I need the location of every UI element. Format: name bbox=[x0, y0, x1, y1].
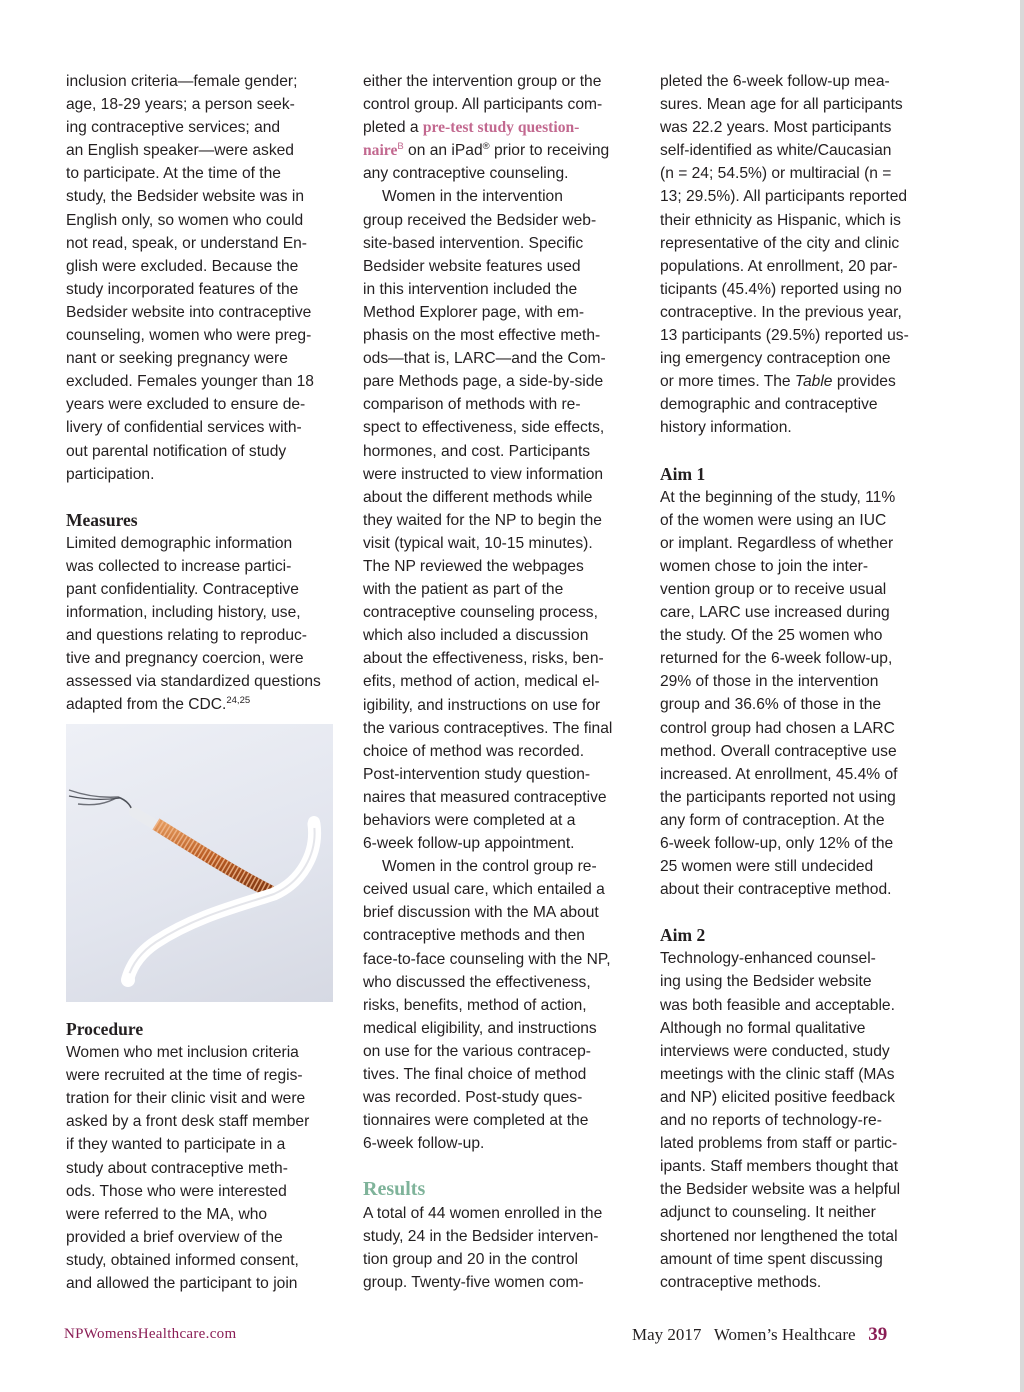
measures-heading: Measures bbox=[66, 509, 138, 530]
text-line: if they wanted to participate in a bbox=[66, 1136, 286, 1154]
text-line: women chose to join the inter- bbox=[660, 557, 869, 575]
text-line: study, 24 in the Bedsider interven- bbox=[363, 1227, 599, 1245]
text-line bbox=[660, 370, 932, 393]
text-line: the various contraceptives. The final bbox=[363, 719, 613, 737]
text-line: group. Twenty-five women com- bbox=[363, 1273, 584, 1291]
page-edge bbox=[1020, 0, 1024, 1392]
text-line: medical eligibility, and instructions bbox=[363, 1019, 597, 1037]
text-line: tion group and 20 in the control bbox=[363, 1250, 579, 1268]
text-line: Post-intervention study question- bbox=[363, 765, 591, 783]
text-line: about the different methods while bbox=[363, 488, 593, 506]
text-line: 6-week follow-up. bbox=[363, 1135, 485, 1153]
paragraph-intervention bbox=[363, 185, 635, 855]
text-line: of the women were using an IUC bbox=[660, 511, 887, 529]
text-line: provided a brief overview of the bbox=[66, 1228, 283, 1246]
text-line bbox=[363, 116, 635, 139]
text-span: or more times. The bbox=[660, 373, 795, 391]
text-line: the participants reported not using bbox=[660, 788, 896, 806]
text-line: about their contraceptive method. bbox=[660, 881, 892, 899]
text-line: asked by a front desk staff member bbox=[66, 1113, 310, 1131]
text-column-2 bbox=[363, 70, 635, 1294]
text-line: counseling, women who were preg- bbox=[66, 327, 312, 345]
text-line: lated problems from staff or partic- bbox=[660, 1135, 898, 1153]
text-line: assessed via standardized questions bbox=[66, 673, 321, 691]
text-line: information, including history, use, bbox=[66, 604, 301, 622]
pretest-questionnaire-link[interactable]: pre-test study question- bbox=[422, 119, 580, 137]
text-line: comparison of methods with re- bbox=[363, 396, 581, 414]
text-line: was 22.2 years. Most participants bbox=[660, 119, 892, 137]
footer-journal: Women’s Healthcare bbox=[713, 1325, 856, 1344]
text-line: English only, so women who could bbox=[66, 211, 304, 229]
paragraph-procedure bbox=[66, 1041, 338, 1295]
paragraph-aim1 bbox=[660, 486, 932, 902]
text-line: Bedsider website features used bbox=[363, 257, 581, 275]
text-line: contraceptive. In the previous year, bbox=[660, 303, 902, 321]
text-line: on use for the various contracep- bbox=[363, 1042, 591, 1060]
text-line: ing contraceptive services; and bbox=[66, 119, 281, 137]
text-line: their ethnicity as Hispanic, which is bbox=[660, 211, 901, 229]
results-heading: Results bbox=[363, 1178, 426, 1201]
text-line: (n = 24; 54.5%) or multiracial (n = bbox=[660, 165, 892, 183]
text-line: group received the Bedsider web- bbox=[363, 211, 597, 229]
citation-superscript[interactable]: 24,25 bbox=[226, 695, 251, 707]
text-line: the Bedsider website was a helpful bbox=[660, 1181, 901, 1199]
text-line: ing using the Bedsider website bbox=[660, 973, 872, 991]
text-line: who discussed the effectiveness, bbox=[363, 973, 591, 991]
text-line: nant or seeking pregnancy were bbox=[66, 350, 288, 368]
text-column-1-lower bbox=[66, 1018, 338, 1295]
text-line bbox=[363, 139, 635, 162]
text-line: not read, speak, or understand En- bbox=[66, 234, 307, 252]
text-line: contraceptive methods and then bbox=[363, 927, 585, 945]
text-line: inclusion criteria—female gender; bbox=[66, 73, 298, 90]
text-line: ods—that is, LARC—and the Com- bbox=[363, 350, 606, 368]
text-line: 13; 29.5%). All participants reported bbox=[660, 188, 908, 206]
table-reference: Table bbox=[794, 373, 833, 391]
text-line: any form of contraception. At the bbox=[660, 811, 885, 829]
text-line: Women in the control group re- bbox=[382, 858, 597, 876]
text-line: pant confidentiality. Contraceptive bbox=[66, 580, 299, 598]
text-line: care, LARC use increased during bbox=[660, 604, 890, 622]
text-column-1 bbox=[66, 70, 338, 717]
text-line: control group had chosen a LARC bbox=[660, 719, 895, 737]
text-line: group and 36.6% of those in the bbox=[660, 696, 882, 714]
footnote-marker[interactable]: B bbox=[397, 141, 404, 153]
text-line: hormones, and cost. Participants bbox=[363, 442, 591, 460]
text-line: an English speaker—were asked bbox=[66, 142, 294, 160]
text-line: ing emergency contraception one bbox=[660, 350, 891, 368]
text-line: they waited for the NP to begin the bbox=[363, 511, 602, 529]
text-line: excluded. Females younger than 18 bbox=[66, 373, 314, 391]
text-line: history information. bbox=[660, 419, 792, 437]
text-line: tionnaires were completed at the bbox=[363, 1112, 589, 1130]
text-line: site-based intervention. Specific bbox=[363, 234, 584, 252]
text-line: A total of 44 women enrolled in the bbox=[363, 1204, 603, 1222]
text-line: phasis on the most effective meth- bbox=[363, 327, 601, 345]
paragraph-results bbox=[363, 1202, 635, 1294]
text-line: Limited demographic information bbox=[66, 534, 293, 552]
text-line: livery of confidential services with- bbox=[66, 419, 302, 437]
text-span: provides bbox=[832, 373, 896, 391]
text-line: 6-week follow-up, only 12% of the bbox=[660, 835, 894, 852]
text-line: ceived usual care, which entailed a bbox=[363, 881, 605, 899]
paragraph-demographics bbox=[660, 70, 932, 440]
text-span: prior to receiving bbox=[489, 142, 610, 160]
text-line: representative of the city and clinic bbox=[660, 234, 900, 252]
text-line: face-to-face counseling with the NP, bbox=[363, 950, 611, 968]
text-line: about the effectiveness, risks, ben- bbox=[363, 650, 604, 668]
text-line: vention group or to receive usual bbox=[660, 580, 887, 598]
iud-photo bbox=[66, 724, 333, 1002]
text-line: tration for their clinic visit and were bbox=[66, 1090, 306, 1108]
text-line: study incorporated features of the bbox=[66, 280, 299, 298]
text-line: tives. The final choice of method bbox=[363, 1066, 587, 1084]
text-line: populations. At enrollment, 20 par- bbox=[660, 257, 898, 275]
text-line: self-identified as white/Caucasian bbox=[660, 142, 892, 160]
text-line: behaviors were completed at a bbox=[363, 812, 576, 829]
iud-illustration bbox=[66, 724, 333, 1002]
text-line: pleted the 6-week follow-up mea- bbox=[660, 73, 890, 90]
text-line: study about contraceptive meth- bbox=[66, 1159, 288, 1177]
text-line: contraceptive methods. bbox=[660, 1273, 822, 1291]
text-line: participation. bbox=[66, 465, 155, 483]
text-line: Women in the intervention bbox=[382, 188, 563, 206]
text-line: was recorded. Post-study ques- bbox=[363, 1089, 583, 1107]
text-line: which also included a discussion bbox=[363, 627, 589, 645]
text-line: any contraceptive counseling. bbox=[363, 165, 569, 183]
text-span: adapted from the CDC. bbox=[66, 696, 227, 714]
text-line: tive and pregnancy coercion, were bbox=[66, 650, 304, 668]
text-line: and no reports of technology-re- bbox=[660, 1112, 882, 1130]
text-line: Technology-enhanced counsel- bbox=[660, 950, 876, 968]
pretest-questionnaire-link-cont[interactable]: naire bbox=[363, 142, 398, 160]
text-line: were referred to the MA, who bbox=[66, 1205, 268, 1223]
text-line: Women who met inclusion criteria bbox=[66, 1044, 299, 1062]
aim1-heading: Aim 1 bbox=[660, 463, 706, 484]
registered-mark: ® bbox=[482, 141, 490, 153]
text-line: At the beginning of the study, 11% bbox=[660, 488, 896, 506]
text-line: the study. Of the 25 women who bbox=[660, 627, 883, 645]
text-line: out parental notification of study bbox=[66, 442, 287, 460]
text-line: years were excluded to ensure de- bbox=[66, 396, 306, 414]
text-line: sures. Mean age for all participants bbox=[660, 96, 903, 114]
text-column-3 bbox=[660, 70, 932, 1294]
paragraph-aim2 bbox=[660, 947, 932, 1293]
footer-site-link[interactable]: NPWomensHealthcare.com bbox=[64, 1326, 237, 1342]
text-line: glish were excluded. Because the bbox=[66, 257, 299, 275]
paragraph-control bbox=[363, 855, 635, 1155]
text-line: The NP reviewed the webpages bbox=[363, 557, 584, 575]
text-line: and questions relating to reproduc- bbox=[66, 627, 307, 645]
text-line: shortened nor lengthened the total bbox=[660, 1227, 898, 1245]
text-line: visit (typical wait, 10-15 minutes). bbox=[363, 534, 593, 552]
text-line: naires that measured contraceptive bbox=[363, 788, 607, 806]
text-line: or implant. Regardless of whether bbox=[660, 534, 894, 552]
text-line: 29% of those in the intervention bbox=[660, 673, 879, 691]
paragraph-measures bbox=[66, 532, 338, 717]
text-line: study, the Bedsider website was in bbox=[66, 188, 305, 206]
text-line: Method Explorer page, with em- bbox=[363, 303, 585, 321]
text-line: was collected to increase partici- bbox=[66, 557, 292, 575]
text-line: contraceptive counseling process, bbox=[363, 604, 598, 622]
text-line: risks, benefits, method of action, bbox=[363, 996, 587, 1014]
text-line: were recruited at the time of regis- bbox=[66, 1067, 303, 1085]
paragraph-groups bbox=[363, 70, 635, 185]
text-line: with the patient as part of the bbox=[363, 581, 564, 599]
text-line: brief discussion with the MA about bbox=[363, 904, 599, 922]
text-line: and NP) elicited positive feedback bbox=[660, 1088, 895, 1106]
text-line: age, 18-29 years; a person seek- bbox=[66, 96, 295, 114]
text-line: ticipants (45.4%) reported using no bbox=[660, 280, 902, 298]
procedure-heading: Procedure bbox=[66, 1019, 144, 1039]
text-line: Although no formal qualitative bbox=[660, 1019, 866, 1037]
text-line: 6-week follow-up appointment. bbox=[363, 835, 575, 853]
text-line: efits, method of action, medical el- bbox=[363, 673, 600, 691]
text-line: choice of method was recorded. bbox=[363, 742, 585, 760]
paragraph-inclusion bbox=[66, 70, 338, 486]
text-line: method. Overall contraceptive use bbox=[660, 742, 897, 760]
text-line: was both feasible and acceptable. bbox=[660, 996, 895, 1014]
text-line: ods. Those who were interested bbox=[66, 1182, 287, 1200]
text-line: igibility, and instructions on use for bbox=[363, 696, 601, 714]
text-line: were instructed to view information bbox=[363, 465, 604, 483]
text-line: demographic and contraceptive bbox=[660, 396, 878, 414]
text-line: adjunct to counseling. It neither bbox=[660, 1204, 876, 1222]
text-line: 25 women were still undecided bbox=[660, 858, 874, 876]
text-line: returned for the 6-week follow-up, bbox=[660, 650, 893, 668]
text-line: and allowed the participant to join bbox=[66, 1275, 298, 1293]
text-line: increased. At enrollment, 45.4% of bbox=[660, 765, 898, 783]
text-line: pare Methods page, a side-by-side bbox=[363, 373, 604, 391]
text-line: 13 participants (29.5%) reported us- bbox=[660, 327, 909, 345]
text-line: meetings with the clinic staff (MAs bbox=[660, 1065, 895, 1083]
text-line: amount of time spent discussing bbox=[660, 1250, 883, 1268]
text-line: Bedsider website into contraceptive bbox=[66, 303, 312, 321]
text-line: control group. All participants com- bbox=[363, 96, 603, 114]
text-line: study, obtained informed consent, bbox=[66, 1251, 299, 1269]
text-line: either the intervention group or the bbox=[363, 73, 602, 90]
text-line: in this intervention included the bbox=[363, 280, 578, 298]
page-number: 39 bbox=[868, 1324, 888, 1345]
footer-date: May 2017 bbox=[632, 1325, 702, 1344]
aim2-heading: Aim 2 bbox=[660, 925, 706, 946]
text-line: interviews were conducted, study bbox=[660, 1042, 890, 1060]
text-line: to participate. At the time of the bbox=[66, 165, 281, 183]
text-span: on an iPad bbox=[403, 142, 483, 160]
text-span: pleted a bbox=[363, 119, 423, 137]
text-line: spect to effectiveness, side effects, bbox=[363, 419, 605, 437]
text-line bbox=[66, 693, 338, 716]
footer-folio bbox=[632, 1324, 887, 1346]
text-line: ipants. Staff members thought that bbox=[660, 1158, 899, 1176]
